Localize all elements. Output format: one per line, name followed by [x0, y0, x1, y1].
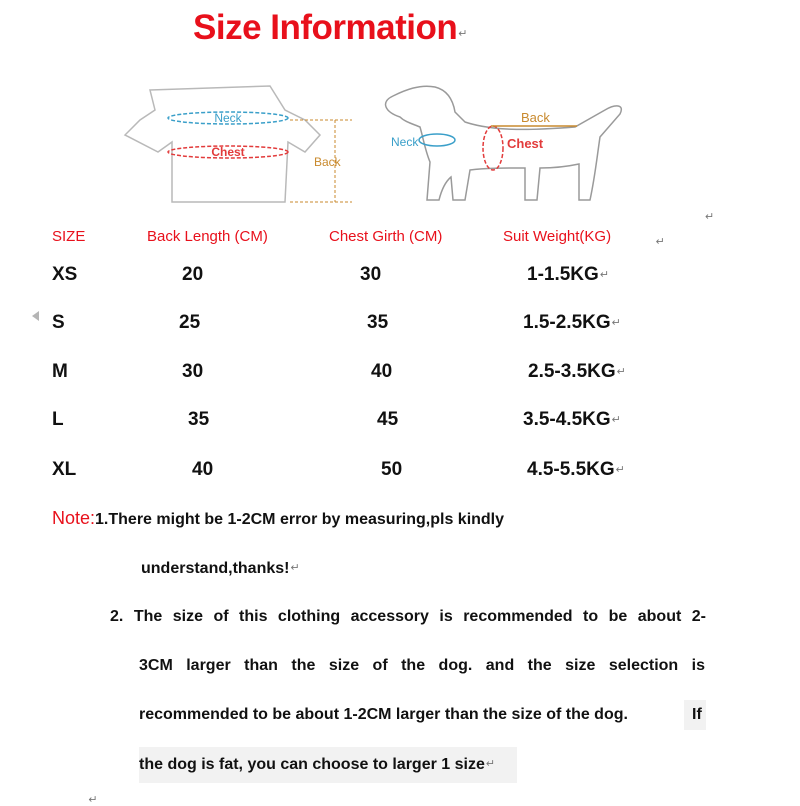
header-size: SIZE: [52, 228, 86, 245]
table-row-size: XS: [52, 264, 78, 285]
note-item2-line3: recommended to be about 1-2CM larger than the size of the dog.: [139, 706, 628, 723]
dog-chest-label: Chest: [507, 136, 544, 151]
paragraph-mark-icon: ↵: [705, 211, 715, 223]
shirt-diagram: [120, 80, 370, 210]
table-row-weight: 1-1.5KG↵: [527, 264, 610, 285]
table-row-weight: 3.5-4.5KG↵: [523, 409, 621, 430]
note-item2-line3b: If: [684, 700, 706, 730]
table-row-back: 20: [182, 264, 204, 285]
table-row-back: 35: [188, 409, 210, 430]
table-row-back: 40: [192, 459, 214, 480]
table-row-weight: 1.5-2.5KG↵: [523, 312, 621, 333]
shirt-neck-label: Neck: [214, 111, 242, 125]
table-row-chest: 50: [381, 459, 403, 480]
dog-back-label: Back: [521, 110, 550, 125]
shirt-outline: [125, 86, 320, 202]
dog-neck-label: Neck: [391, 135, 419, 149]
shirt-chest-label: Chest: [211, 145, 245, 159]
table-row-chest: 30: [360, 264, 382, 285]
note-item2-line2: 3CM larger than the size of the dog. and the size selection is: [139, 657, 705, 674]
note-item2-line1: 2. The size of this clothing accessory is recommended to be about 2-: [110, 608, 706, 625]
table-row-chest: 45: [377, 409, 399, 430]
header-chest-girth: Chest Girth (CM): [329, 228, 443, 245]
table-row-weight: 2.5-3.5KG↵: [528, 361, 626, 382]
paragraph-mark-icon: ↵: [655, 236, 665, 248]
paragraph-mark-icon: ↵: [88, 794, 98, 806]
table-row-chest: 40: [371, 361, 393, 382]
header-suit-weight: Suit Weight(KG): [503, 228, 612, 245]
table-row-back: 25: [179, 312, 201, 333]
note-item1-line2: understand,thanks!↵: [141, 560, 300, 577]
page-title: [0, 8, 660, 48]
header-back-length: Back Length (CM): [147, 228, 268, 245]
note-label: Note:1.There might be 1-2CM error by measuring,pls kindly: [52, 508, 505, 528]
note-item2-line4: the dog is fat, you can choose to larger 1 size↵: [139, 747, 517, 783]
table-row-weight: 4.5-5.5KG↵: [527, 459, 625, 480]
table-row-size: M: [52, 361, 68, 382]
table-row-chest: 35: [367, 312, 389, 333]
note-item1-line1: 1.There might be 1-2CM error by measuring,pls kindly: [95, 511, 505, 528]
table-row-back: 30: [182, 361, 204, 382]
table-row-size: S: [52, 312, 65, 333]
row-marker-icon: [32, 311, 39, 321]
dog-diagram: [375, 82, 645, 207]
table-row-size: XL: [52, 459, 77, 480]
shirt-back-label: Back: [314, 155, 341, 169]
paragraph-mark-icon: ↵: [458, 28, 467, 40]
title-text: Size Information: [193, 8, 458, 47]
table-row-size: L: [52, 409, 64, 430]
